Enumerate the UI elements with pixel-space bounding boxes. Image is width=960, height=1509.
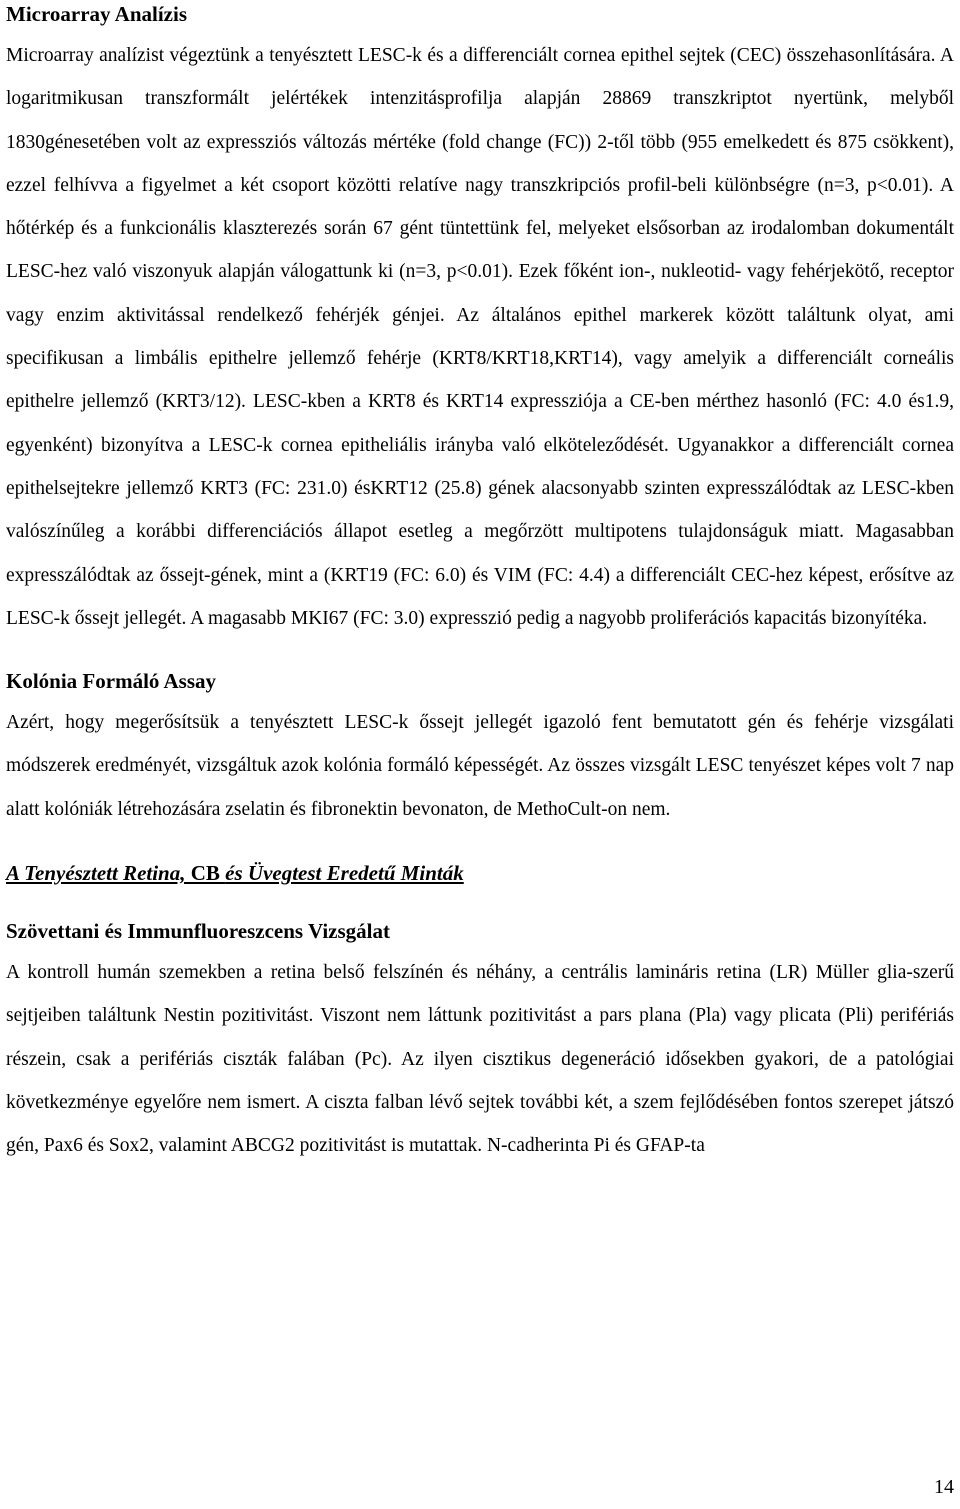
- retina-heading-part-1: A Tenyésztett Retina,: [6, 861, 186, 886]
- paragraph-microarray: Microarray analízist végeztünk a tenyésztett LESC-k és a differenciált cornea epithel sejtek (CEC) összehasonlítására. A logaritmikusan transzformált jelértékek intenzitásprofilja alapján 28869 transzkriptot nyertünk, melyből 1830génesetében volt az expressziós változás mértéke (fold change (FC)) 2-től több (955 emelkedett és 875 csökkent), ezzel felhívva a figyelmet a két csoport közötti relatíve nagy transzkripciós profil-beli különbségre (n=3, p<0.01). A hőtérkép és a funkcionális klaszterezés során 67 gént tüntettünk fel, melyeket elsősorban az irodalomban dokumentált LESC-hez való viszonyuk alapján válogattunk ki (n=3, p<0.01). Ezek főként ion-, nukleotid- vagy fehérjekötő, receptor vagy enzim aktivitással rendelkező fehérjék génjei. Az általános epithel markerek között találtunk olyat, ami specifikusan a limbális epithelre jellemző fehérje (KRT8/KRT18,KRT14), vagy amelyik a differenciált corneális epithelre jellemző (KRT3/12). LESC-kben a KRT8 és KRT14 expressziója a CE-ben mérthez hasonló (FC: 4.0 és1.9, egyenként) bizonyítva a LESC-k cornea epitheliális irányba való elköteleződését. Ugyanakkor a differenciált cornea epithelsejtekre jellemző KRT3 (FC: 231.0) ésKRT12 (25.8) gének alacsonyabb szinten expresszálódtak az LESC-kben valószínűleg a korábbi differenciációs állapot esetleg a megőrzött multipotens tulajdonságuk miatt. Magasabban expresszálódtak az őssejt-gének, mint a (KRT19 (FC: 6.0) és VIM (FC: 4.4) a differenciált CEC-hez képest, erősítve az LESC-k őssejt jellegét. A magasabb MKI67 (FC: 3.0) expresszió pedig a nagyobb proliferációs kapacitás bizonyítéka.: [6, 45, 954, 629]
- page-number: 14: [934, 1476, 954, 1498]
- retina-heading-part-2: CB: [185, 861, 226, 886]
- document-page: [6, 0, 954, 1168]
- section-heading-szovettani: Szövettani és Immunfluoreszcens Vizsgálat: [6, 919, 390, 944]
- section-heading-kolonia: Kolónia Formáló Assay: [6, 669, 217, 694]
- paragraph-kolonia: Azért, hogy megerősítsük a tenyésztett LESC-k őssejt jellegét igazoló fent bemutatott gén és fehérje vizsgálati módszerek eredményét, vizsgáltuk azok kolónia formáló képességét. Az összes vizsgált LESC tenyészet képes volt 7 nap alatt kolóniák létrehozására zselatin és fibronektin bevonaton, de MethoCult-on nem.: [6, 712, 954, 820]
- section-heading-microarray: Microarray Analízis: [6, 2, 187, 26]
- section-heading-retina: [6, 859, 954, 887]
- retina-heading-part-3: és Üvegtest Eredetű Minták: [225, 861, 464, 886]
- paragraph-szovettani: A kontroll humán szemekben a retina belső felszínén és néhány, a centrális lamináris retina (LR) Müller glia-szerű sejtjeiben találtunk Nestin pozitivitást. Viszont nem láttunk pozitivitást a pars plana (Pla) vagy plicata (Pli) perifériás részein, csak a perifériás ciszták falában (Pc). Az ilyen cisztikus degeneráció idősekben gyakori, de a patológiai következménye egyelőre nem ismert. A ciszta falban lévő sejtek további két, a szem fejlődésében fontos szerepet játszó gén, Pax6 és Sox2, valamint ABCG2 pozitivitást is mutattak. N-cadherinta Pi és GFAP-ta: [6, 962, 954, 1157]
